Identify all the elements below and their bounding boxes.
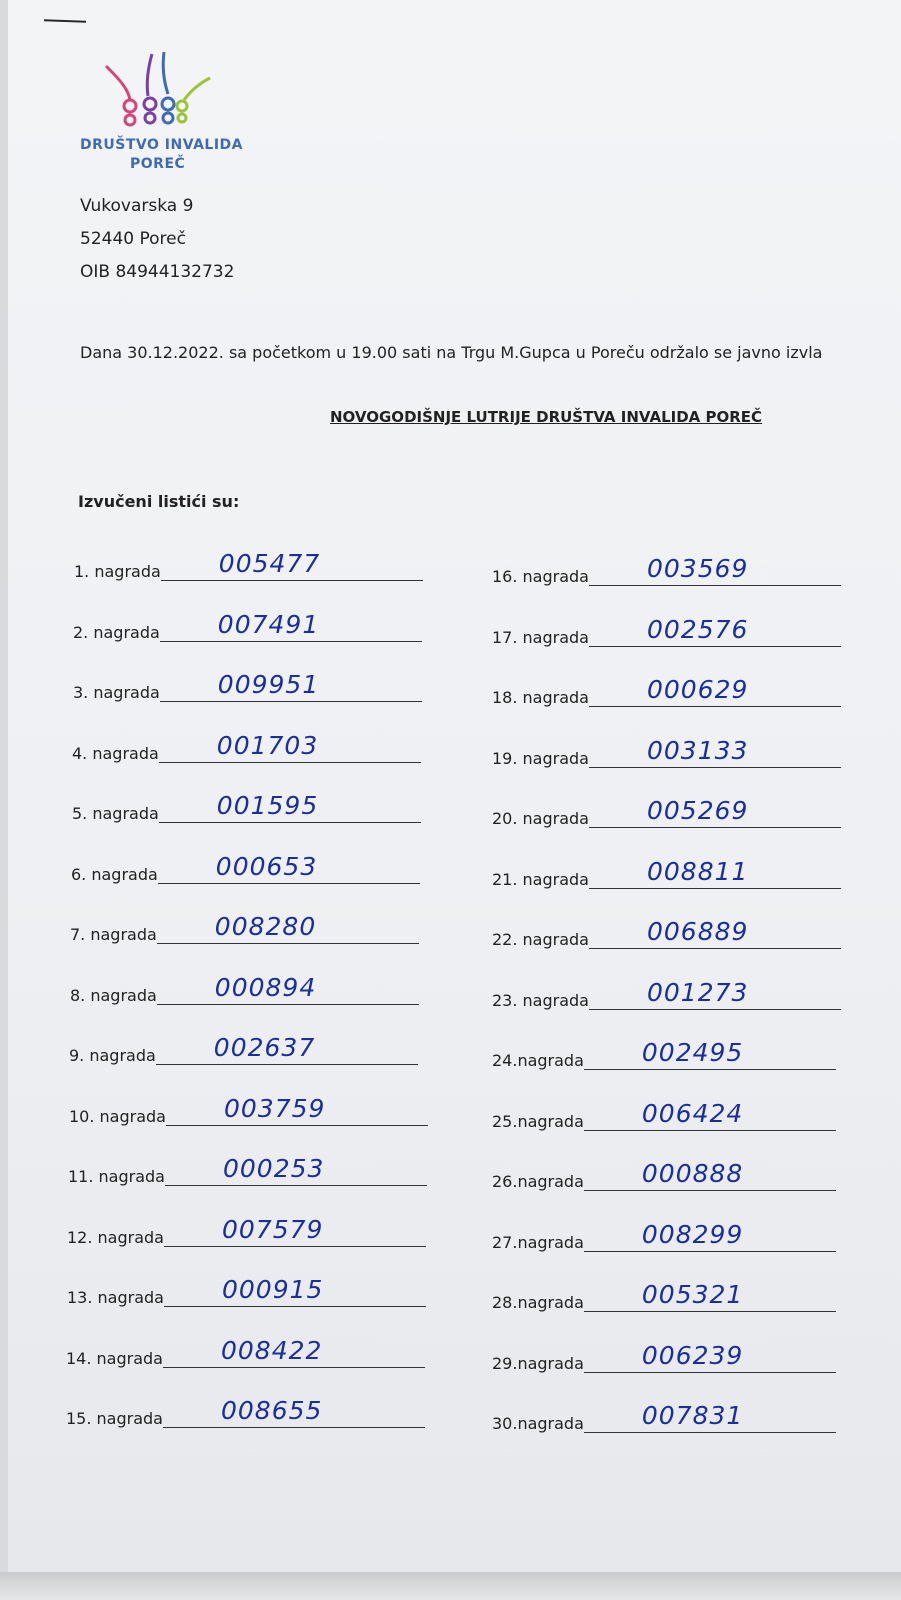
prize-row bbox=[492, 1340, 836, 1373]
prize-row bbox=[72, 730, 421, 763]
prize-label: 28.nagrada bbox=[492, 1293, 584, 1312]
address-oib: OIB 84944132732 bbox=[80, 262, 235, 282]
prize-label: 10. nagrada bbox=[69, 1106, 166, 1126]
prize-label: 23. nagrada bbox=[492, 990, 589, 1010]
prize-number-line bbox=[164, 1214, 426, 1247]
organization-city: POREČ bbox=[130, 156, 186, 172]
prize-number-line bbox=[161, 548, 423, 581]
prize-label: 17. nagrada bbox=[492, 627, 589, 647]
address-postal: 52440 Poreč bbox=[80, 229, 186, 249]
prize-row bbox=[70, 972, 419, 1005]
prize-label: 29.nagrada bbox=[492, 1353, 584, 1373]
prize-number-line bbox=[589, 977, 841, 1010]
prize-number: 007491 bbox=[217, 609, 320, 639]
prize-number-line bbox=[589, 614, 841, 647]
prize-row bbox=[70, 911, 419, 944]
prize-number: 008655 bbox=[220, 1396, 323, 1425]
prize-label: 12. nagrada bbox=[67, 1227, 164, 1247]
prize-number: 006889 bbox=[646, 917, 749, 946]
prize-number: 009951 bbox=[217, 670, 320, 699]
prize-label: 26.nagrada bbox=[492, 1172, 584, 1191]
prize-label: 18. nagrada bbox=[492, 688, 589, 707]
prize-number-line bbox=[584, 1037, 836, 1070]
prize-row bbox=[68, 1153, 427, 1186]
prize-number: 000894 bbox=[214, 972, 317, 1002]
prize-row bbox=[492, 614, 841, 647]
prize-number: 005477 bbox=[218, 549, 321, 578]
prize-number: 003569 bbox=[646, 554, 749, 583]
prize-number-line bbox=[584, 1400, 836, 1433]
prize-row bbox=[492, 916, 841, 949]
prize-number-line bbox=[584, 1219, 836, 1252]
address-street: Vukovarska 9 bbox=[80, 196, 194, 216]
prize-row bbox=[74, 548, 423, 581]
prize-row bbox=[492, 674, 841, 707]
prize-row bbox=[72, 790, 421, 823]
prize-number-line bbox=[160, 609, 422, 642]
table-surface bbox=[0, 1572, 901, 1600]
prize-row bbox=[67, 1274, 426, 1307]
prize-label: 5. nagrada bbox=[72, 804, 159, 823]
prize-number-line bbox=[589, 795, 841, 828]
prize-row bbox=[492, 1158, 836, 1191]
prize-label: 6. nagrada bbox=[71, 864, 158, 884]
prize-label: 3. nagrada bbox=[73, 683, 160, 702]
prize-label: 7. nagrada bbox=[70, 925, 157, 944]
prize-label: 21. nagrada bbox=[492, 869, 589, 889]
prize-row bbox=[492, 1098, 836, 1131]
prize-number-line bbox=[584, 1279, 836, 1312]
prize-number-line bbox=[589, 856, 841, 889]
prize-number: 006239 bbox=[641, 1340, 744, 1370]
prize-number-line bbox=[165, 1153, 427, 1186]
prize-number: 000915 bbox=[221, 1275, 324, 1304]
prize-row bbox=[492, 1037, 836, 1070]
prize-number: 002576 bbox=[646, 614, 749, 644]
prize-number-line bbox=[589, 916, 841, 949]
prize-label: 24.nagrada bbox=[492, 1051, 584, 1070]
prize-label: 22. nagrada bbox=[492, 930, 589, 949]
paper-sheet bbox=[8, 0, 901, 1572]
prize-label: 4. nagrada bbox=[72, 743, 159, 763]
prize-label: 8. nagrada bbox=[70, 985, 157, 1005]
prize-number: 008422 bbox=[220, 1335, 323, 1365]
organization-name: DRUŠTVO INVALIDA bbox=[80, 137, 243, 153]
pen-mark bbox=[44, 19, 86, 22]
prize-row bbox=[492, 1400, 836, 1433]
prize-row bbox=[492, 1219, 836, 1252]
prize-row bbox=[69, 1032, 418, 1065]
prize-row bbox=[73, 669, 422, 702]
prize-number-line bbox=[156, 1032, 418, 1065]
prize-number-line bbox=[163, 1395, 425, 1428]
prize-label: 9. nagrada bbox=[69, 1046, 156, 1065]
prize-number: 000629 bbox=[646, 675, 749, 704]
prize-row bbox=[71, 851, 420, 884]
prize-number: 008299 bbox=[641, 1219, 744, 1249]
prize-label: 27.nagrada bbox=[492, 1232, 584, 1252]
prize-number-line bbox=[158, 851, 420, 884]
prize-number: 001595 bbox=[216, 791, 319, 820]
prize-number-line bbox=[157, 911, 419, 944]
prize-label: 25.nagrada bbox=[492, 1111, 584, 1131]
prize-row bbox=[73, 609, 422, 642]
prize-label: 20. nagrada bbox=[492, 809, 589, 828]
intro-text: Dana 30.12.2022. sa početkom u 19.00 sati na Trgu M.Gupca u Poreču održalo se javno izvla bbox=[80, 343, 823, 362]
prize-number-line bbox=[164, 1274, 426, 1307]
prize-number: 000653 bbox=[215, 851, 318, 881]
prize-number: 001273 bbox=[646, 977, 749, 1007]
prize-number: 007579 bbox=[221, 1214, 324, 1244]
prize-number: 006424 bbox=[641, 1098, 744, 1128]
drawn-tickets-label: Izvučeni listići su: bbox=[78, 492, 240, 511]
prize-number: 008280 bbox=[214, 912, 317, 941]
prize-label: 14. nagrada bbox=[66, 1348, 163, 1368]
prize-number: 005321 bbox=[641, 1280, 744, 1309]
prize-row bbox=[492, 795, 841, 828]
prize-number: 001703 bbox=[216, 730, 319, 760]
prize-number-line bbox=[159, 730, 421, 763]
prize-row bbox=[492, 735, 841, 768]
prize-row bbox=[67, 1214, 426, 1247]
prize-number: 007831 bbox=[641, 1401, 744, 1430]
prize-number-line bbox=[584, 1340, 836, 1373]
prize-number: 005269 bbox=[646, 796, 749, 825]
prize-row bbox=[492, 1279, 836, 1312]
prize-number-line bbox=[584, 1158, 836, 1191]
prize-label: 13. nagrada bbox=[67, 1288, 164, 1307]
prize-label: 1. nagrada bbox=[74, 562, 161, 581]
prize-number: 000253 bbox=[222, 1154, 325, 1183]
prize-row bbox=[492, 856, 841, 889]
prize-label: 11. nagrada bbox=[68, 1167, 165, 1186]
prize-number-line bbox=[160, 669, 422, 702]
prize-number: 002637 bbox=[213, 1033, 316, 1062]
prize-number: 003759 bbox=[223, 1093, 326, 1123]
prize-number-line bbox=[589, 553, 841, 586]
prize-row bbox=[492, 977, 841, 1010]
prize-number-line bbox=[159, 790, 421, 823]
prize-label: 15. nagrada bbox=[66, 1409, 163, 1428]
prize-row bbox=[492, 553, 841, 586]
document-heading: NOVOGODIŠNJE LUTRIJE DRUŠTVA INVALIDA POREČ bbox=[330, 408, 763, 426]
prize-number: 000888 bbox=[641, 1159, 744, 1188]
prize-number: 002495 bbox=[641, 1038, 744, 1067]
prize-row bbox=[69, 1093, 428, 1126]
prize-label: 16. nagrada bbox=[492, 567, 589, 586]
prize-row bbox=[66, 1395, 425, 1428]
prize-label: 2. nagrada bbox=[73, 622, 160, 642]
prize-number-line bbox=[589, 674, 841, 707]
prize-number-line bbox=[157, 972, 419, 1005]
prize-number-line bbox=[589, 735, 841, 768]
prize-number-line bbox=[163, 1335, 425, 1368]
prize-number-line bbox=[166, 1093, 428, 1126]
prize-row bbox=[66, 1335, 425, 1368]
prize-label: 30.nagrada bbox=[492, 1414, 584, 1433]
prize-number-line bbox=[584, 1098, 836, 1131]
organization-logo-icon bbox=[98, 48, 218, 128]
prize-number: 003133 bbox=[646, 735, 749, 765]
prize-number: 008811 bbox=[646, 856, 749, 886]
prize-label: 19. nagrada bbox=[492, 748, 589, 768]
